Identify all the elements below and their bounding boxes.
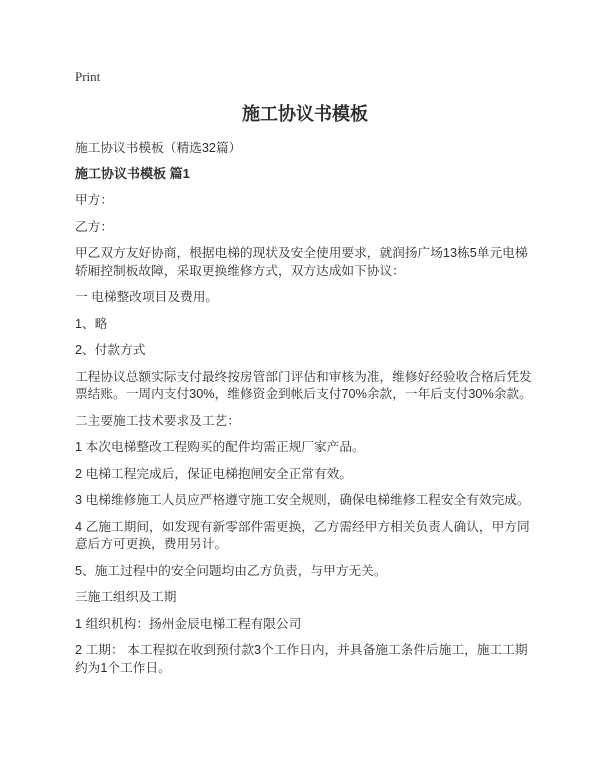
- paragraph-organization: 1 组织机构：扬州金辰电梯工程有限公司: [75, 616, 302, 631]
- paragraph-party-b: 乙方：: [75, 219, 114, 234]
- paragraph-section-2-heading: 二主要施工技术要求及工艺：: [75, 413, 240, 428]
- print-link[interactable]: Print: [75, 69, 101, 84]
- paragraph-section-1-heading: 一 电梯整改项目及费用。: [75, 290, 219, 304]
- document-body: [75, 192, 535, 677]
- paragraph-item-1: 1、略: [75, 316, 108, 331]
- paragraph-tech-req-4: 4 乙施工期间，如发现有新零部件需更换，乙方需经甲方相关负责人确认，甲方同意后方可更换，费用另计。: [75, 519, 530, 551]
- paragraph-tech-req-3: 3 电梯维修施工人员应严格遵守施工安全规则，确保电梯维修工程安全有效完成。: [75, 493, 530, 507]
- paragraph-item-2: 2、付款方式: [75, 343, 146, 357]
- paragraph-tech-req-5: 5、施工过程中的安全问题均由乙方负责，与甲方无关。: [75, 563, 387, 578]
- paragraph-party-a: 甲方：: [75, 193, 114, 207]
- paragraph-schedule: 2 工期： 本工程拟在收到预付款3个工作日内，并具备施工条件后施工，施工工期约为1个工作日。: [75, 643, 528, 675]
- paragraph-payment-terms: 工程协议总额实际支付最终按房管部门评估和审核为准，维修好经验收合格后凭发票结账。一周内支付30%，维修资金到帐后支付70%余款，一年后支付30%余款。: [75, 369, 532, 401]
- paragraph-tech-req-1: 1 本次电梯整改工程购买的配件均需正规厂家产品。: [75, 440, 365, 454]
- paragraph-preamble: 甲乙双方友好协商，根据电梯的现状及安全使用要求，就润扬广场13栋5单元电梯轿厢控制板故障，采取更换维修方式，双方达成如下协议：: [75, 246, 528, 278]
- paragraph-tech-req-2: 2 电梯工程完成后，保证电梯抱闸安全正常有效。: [75, 466, 353, 481]
- doc-subtitle: 施工协议书模板（精选32篇）: [75, 141, 242, 155]
- section-heading: 施工协议书模板 篇1: [75, 165, 190, 181]
- page-title: 施工协议书模板: [242, 104, 368, 124]
- paragraph-section-3-heading: 三施工组织及工期: [75, 590, 177, 604]
